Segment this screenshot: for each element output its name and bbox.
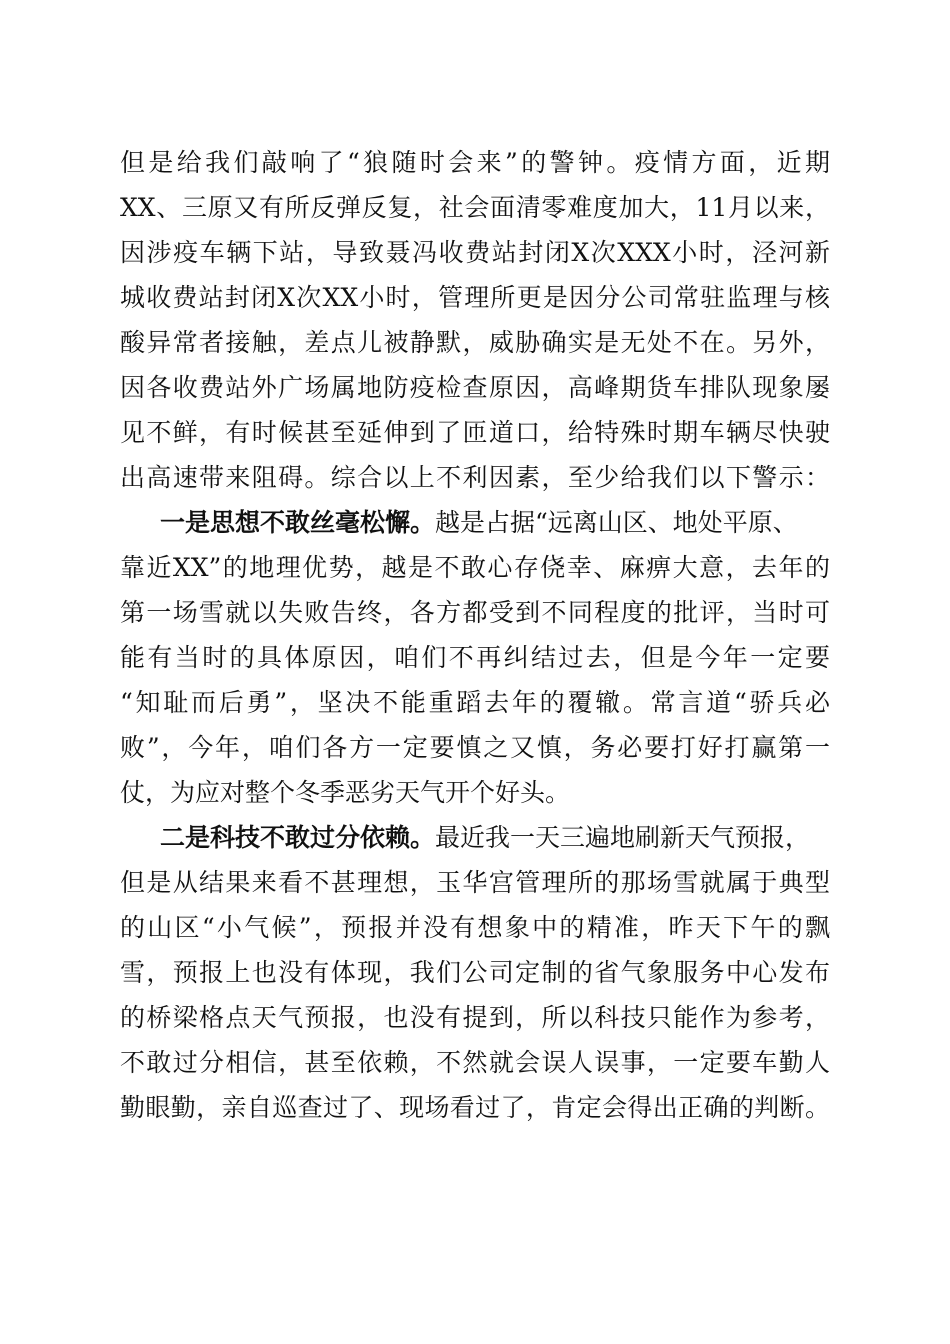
text-line: 但是给我们敲响了“狼随时会来”的警钟。疫情方面，近期 (120, 148, 830, 177)
text-line: 靠近XX”的地理优势，越是不敢心存侥幸、麻痹大意，去年的 (120, 553, 830, 582)
text-line: 但是从结果来看不甚理想，玉华宫管理所的那场雪就属于典型 (120, 868, 830, 897)
text-line: 能有当时的具体原因，咱们不再纠结过去，但是今年一定要 (120, 643, 830, 672)
text-line: 因涉疫车辆下站，导致聂冯收费站封闭X次XXX小时，泾河新 (120, 238, 830, 267)
paragraph-first-line (120, 815, 830, 860)
text-line: 勤眼勤，亲自巡查过了、现场看过了，肯定会得出正确的判断。 (120, 1093, 830, 1122)
text-line: 仗，为应对整个冬季恶劣天气开个好头。 (120, 778, 571, 807)
paragraph-first-line (120, 500, 830, 545)
text-line: 酸异常者接触，差点儿被静默，威胁确实是无处不在。另外， (120, 328, 830, 357)
paragraph-text: 最近我一天三遍地刷新天气预报， (435, 823, 811, 852)
text-line: 败”，今年，咱们各方一定要慎之又慎，务必要打好打赢第一 (120, 733, 830, 762)
text-line: 出高速带来阻碍。综合以上不利因素，至少给我们以下警示： (120, 463, 830, 492)
paragraph-heading: 一是思想不敢丝毫松懈。 (160, 508, 436, 537)
text-line: XX、三原又有所反弹反复，社会面清零难度加大，11月以来， (120, 193, 830, 222)
paragraph-text: 越是占据“远离山区、地处平原、 (435, 508, 798, 537)
paragraph-heading: 二是科技不敢过分依赖。 (160, 823, 436, 852)
text-line: 的山区“小气候”，预报并没有想象中的精准，昨天下午的飘 (120, 913, 830, 942)
text-line: 见不鲜，有时候甚至延伸到了匝道口，给特殊时期车辆尽快驶 (120, 418, 830, 447)
text-line: 不敢过分相信，甚至依赖，不然就会误人误事，一定要车勤人 (120, 1048, 830, 1077)
text-line: “知耻而后勇”，坚决不能重蹈去年的覆辙。常言道“骄兵必 (120, 688, 830, 717)
document-body (120, 140, 830, 1130)
text-line: 的桥梁格点天气预报，也没有提到，所以科技只能作为参考， (120, 1003, 830, 1032)
text-line: 因各收费站外广场属地防疫检查原因，高峰期货车排队现象屡 (120, 373, 830, 402)
text-line: 城收费站封闭X次XX小时，管理所更是因分公司常驻监理与核 (120, 283, 830, 312)
text-line: 第一场雪就以失败告终，各方都受到不同程度的批评，当时可 (120, 598, 830, 627)
text-line: 雪，预报上也没有体现，我们公司定制的省气象服务中心发布 (120, 958, 830, 987)
